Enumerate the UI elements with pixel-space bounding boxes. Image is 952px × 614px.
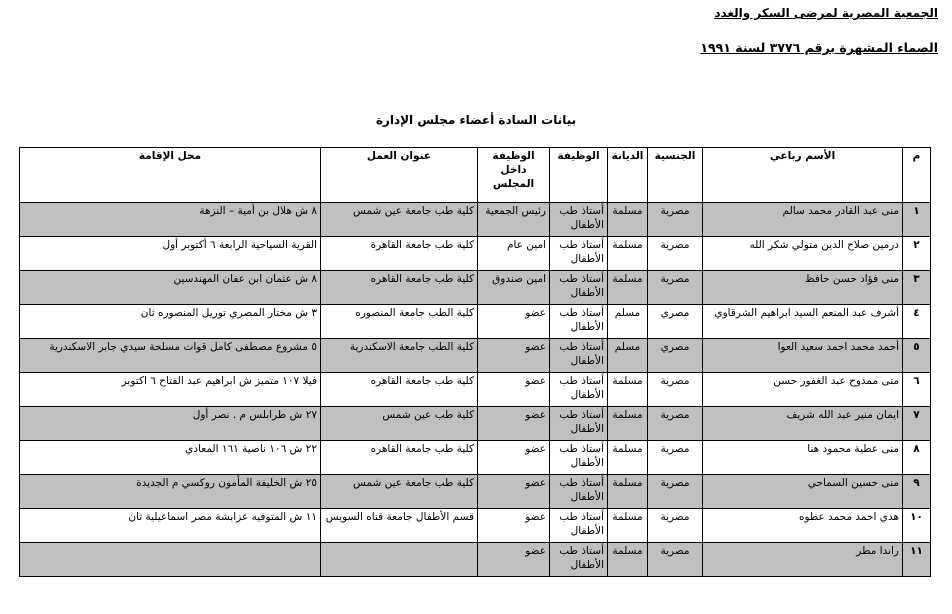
cell-job: أستاذ طب الأطفال	[550, 543, 608, 577]
cell-name: أحمد محمد احمد سعيد العوا	[703, 339, 903, 373]
cell-religion: مسلمة	[608, 237, 648, 271]
cell-religion: مسلمة	[608, 271, 648, 305]
table-header-row	[20, 148, 931, 203]
registration-line: الصماء المشهرة برقم ٣٧٧٦ لسنة ١٩٩١	[700, 40, 938, 55]
table-row	[20, 305, 931, 339]
cell-board-role: عضو	[478, 543, 550, 577]
cell-job: أستاذ طب الأطفال	[550, 271, 608, 305]
cell-residence: ٣ ش مختار المصري توريل المنصوره ثان	[20, 305, 321, 339]
table-row	[20, 475, 931, 509]
cell-religion: مسلمة	[608, 475, 648, 509]
cell-number: ١	[903, 203, 931, 237]
cell-work-address	[321, 543, 478, 577]
cell-number: ٣	[903, 271, 931, 305]
cell-religion: مسلمة	[608, 543, 648, 577]
cell-nationality: مصرية	[648, 543, 703, 577]
col-header-nationality: الجنسية	[648, 148, 703, 203]
cell-work-address: قسم الأطفال جامعة قناه السويس	[321, 509, 478, 543]
cell-number: ١٠	[903, 509, 931, 543]
cell-residence: ٨ ش هلال بن أمية – النزهة	[20, 203, 321, 237]
cell-number: ٧	[903, 407, 931, 441]
cell-work-address: كلية طب عين شمس	[321, 407, 478, 441]
cell-work-address: كلية الطب جامعة المنصوره	[321, 305, 478, 339]
cell-board-role: عضو	[478, 441, 550, 475]
cell-residence: ٨ ش عثمان ابن عفان المهندسين	[20, 271, 321, 305]
col-header-number: م	[903, 148, 931, 203]
col-header-board-role: الوظيفة داخل المجلس	[478, 148, 550, 203]
cell-job: أستاذ طب الأطفال	[550, 509, 608, 543]
cell-board-role: امين عام	[478, 237, 550, 271]
cell-name: منى فؤاد حسن حافظ	[703, 271, 903, 305]
cell-name: أشرف عبد المنعم السيد ابراهيم الشرقاوي	[703, 305, 903, 339]
cell-board-role: عضو	[478, 373, 550, 407]
cell-number: ٤	[903, 305, 931, 339]
col-header-name: الأسم رباعي	[703, 148, 903, 203]
cell-name: درمين صلاح الدين متولي شكر الله	[703, 237, 903, 271]
cell-board-role: عضو	[478, 305, 550, 339]
cell-board-role: عضو	[478, 339, 550, 373]
cell-residence: القرية السياحية الرابعة ٦ أكتوبر أول	[20, 237, 321, 271]
cell-name: هدي احمد محمد عطوه	[703, 509, 903, 543]
cell-nationality: مصرية	[648, 407, 703, 441]
cell-number: ١١	[903, 543, 931, 577]
cell-residence: ٢٧ ش طرابلس م . نصر أول	[20, 407, 321, 441]
cell-board-role: عضو	[478, 475, 550, 509]
cell-religion: مسلمة	[608, 509, 648, 543]
cell-religion: مسلمة	[608, 373, 648, 407]
cell-nationality: مصرية	[648, 441, 703, 475]
table-row	[20, 373, 931, 407]
table-row	[20, 339, 931, 373]
cell-job: أستاذ طب الأطفال	[550, 475, 608, 509]
table-row	[20, 441, 931, 475]
table-row	[20, 543, 931, 577]
cell-board-role: رئيس الجمعية	[478, 203, 550, 237]
cell-nationality: مصرية	[648, 373, 703, 407]
cell-residence	[20, 543, 321, 577]
cell-nationality: مصري	[648, 339, 703, 373]
col-header-job: الوظيفة	[550, 148, 608, 203]
cell-work-address: كلية طب جامعة عين شمس	[321, 475, 478, 509]
cell-work-address: كلية طب جامعة القاهرة	[321, 237, 478, 271]
document-title: بيانات السادة أعضاء مجلس الإدارة	[375, 113, 577, 127]
cell-nationality: مصرية	[648, 509, 703, 543]
cell-job: أستاذ طب الأطفال	[550, 441, 608, 475]
cell-nationality: مصرية	[648, 203, 703, 237]
cell-residence: فيلا ١٠٧ متميز ش ابراهيم عبد الفتاح ٦ اكتوبر	[20, 373, 321, 407]
cell-religion: مسلم	[608, 339, 648, 373]
cell-name: راندا مطر	[703, 543, 903, 577]
board-members-table	[19, 147, 931, 577]
cell-job: أستاذ طب الأطفال	[550, 373, 608, 407]
cell-residence: ٢٢ ش ١٠٦ ناصية ١٦١ المعادي	[20, 441, 321, 475]
cell-residence: ٢٥ ش الخليفة المأمون روكسي م الجديدة	[20, 475, 321, 509]
cell-job: أستاذ طب الأطفال	[550, 407, 608, 441]
table-row	[20, 407, 931, 441]
cell-residence: ١١ ش المتوفيه عزابشة مصر اسماعيلية ثان	[20, 509, 321, 543]
cell-board-role: امين صندوق	[478, 271, 550, 305]
table-row	[20, 271, 931, 305]
col-header-work-address: عنوان العمل	[321, 148, 478, 203]
cell-board-role: عضو	[478, 509, 550, 543]
cell-religion: مسلم	[608, 305, 648, 339]
cell-name: منى عبد القادر محمد سالم	[703, 203, 903, 237]
cell-number: ٩	[903, 475, 931, 509]
cell-job: أستاذ طب الأطفال	[550, 339, 608, 373]
table-row	[20, 203, 931, 237]
table-row	[20, 509, 931, 543]
cell-nationality: مصرية	[648, 271, 703, 305]
cell-name: منى عطية محمود هنا	[703, 441, 903, 475]
cell-number: ٥	[903, 339, 931, 373]
cell-number: ٢	[903, 237, 931, 271]
cell-religion: مسلمة	[608, 203, 648, 237]
cell-work-address: كلية طب جامعة القاهره	[321, 441, 478, 475]
cell-nationality: مصرية	[648, 475, 703, 509]
cell-number: ٨	[903, 441, 931, 475]
cell-job: أستاذ طب الأطفال	[550, 305, 608, 339]
cell-religion: مسلمة	[608, 407, 648, 441]
cell-residence: ٥ مشروع مصطفى كامل قوات مسلحة سيدي جابر الاسكندرية	[20, 339, 321, 373]
cell-work-address: كلية طب جامعة عين شمس	[321, 203, 478, 237]
cell-nationality: مصرية	[648, 237, 703, 271]
col-header-residence: محل الإقامة	[20, 148, 321, 203]
cell-board-role: عضو	[478, 407, 550, 441]
cell-work-address: كلية طب جامعة القاهره	[321, 271, 478, 305]
cell-nationality: مصري	[648, 305, 703, 339]
cell-name: ايمان منير عبد الله شريف	[703, 407, 903, 441]
col-header-religion: الديانة	[608, 148, 648, 203]
cell-name: منى ممدوح عبد الغفور حسن	[703, 373, 903, 407]
table-row	[20, 237, 931, 271]
organization-name: الجمعية المصرية لمرضى السكر والغدد	[714, 6, 938, 20]
cell-religion: مسلمة	[608, 441, 648, 475]
cell-work-address: كلية طب جامعة القاهره	[321, 373, 478, 407]
cell-job: أستاذ طب الأطفال	[550, 203, 608, 237]
cell-name: منى حسين السماحي	[703, 475, 903, 509]
cell-job: أستاذ طب الأطفال	[550, 237, 608, 271]
cell-number: ٦	[903, 373, 931, 407]
cell-work-address: كلية الطب جامعة الاسكندرية	[321, 339, 478, 373]
